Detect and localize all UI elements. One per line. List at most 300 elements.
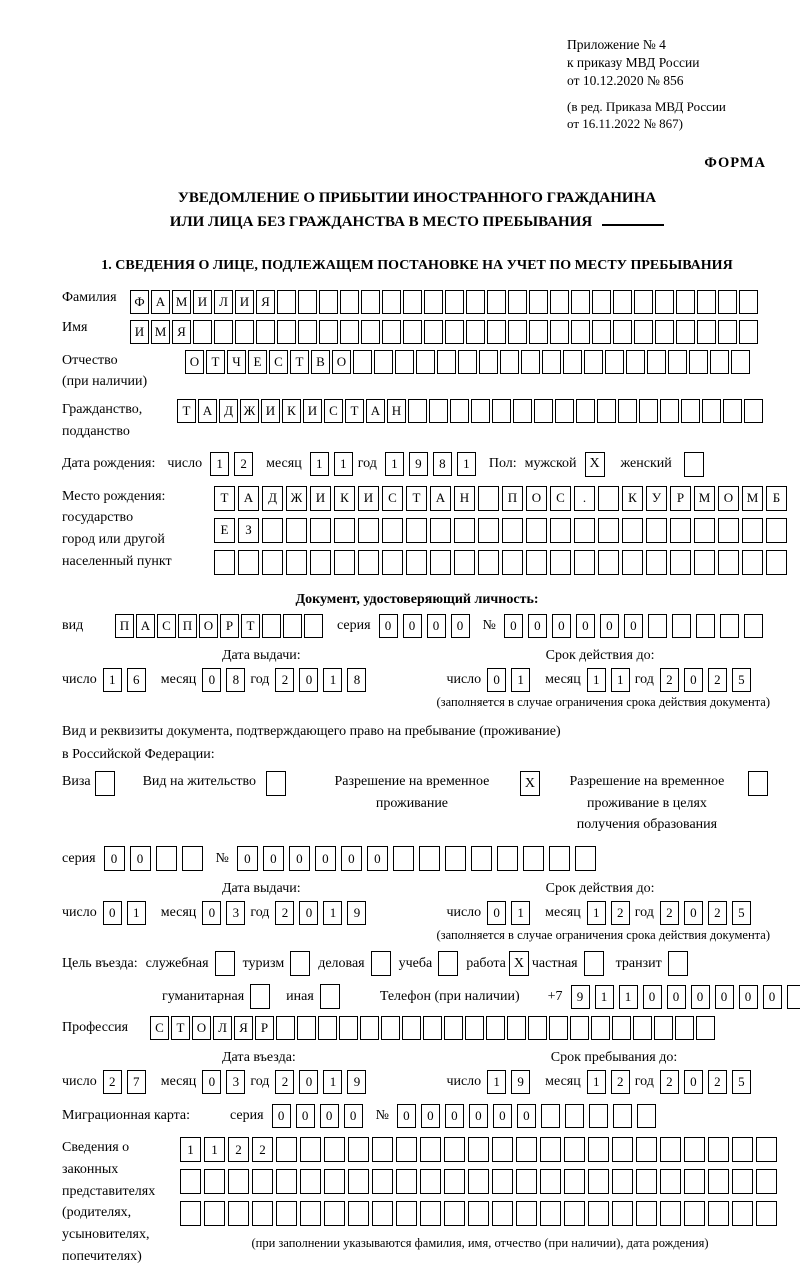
char-cell[interactable]: К	[622, 486, 643, 511]
char-cell[interactable]	[262, 614, 281, 638]
char-cell[interactable]	[214, 320, 233, 344]
char-cell[interactable]: 8	[433, 452, 452, 476]
char-cell[interactable]: 1	[587, 1070, 606, 1094]
char-cell[interactable]: 1	[457, 452, 476, 476]
char-cell[interactable]: 9	[347, 901, 366, 925]
char-cell[interactable]	[424, 320, 443, 344]
char-cell[interactable]: 2	[275, 668, 294, 692]
char-cell[interactable]: 1	[323, 1070, 342, 1094]
char-cell[interactable]	[406, 550, 427, 575]
char-cell[interactable]	[193, 320, 212, 344]
char-cell[interactable]: Т	[406, 486, 427, 511]
char-cell[interactable]	[204, 1169, 225, 1194]
char-cell[interactable]: 5	[732, 1070, 751, 1094]
char-cell[interactable]: Н	[454, 486, 475, 511]
char-cell[interactable]	[718, 550, 739, 575]
char-cell[interactable]	[277, 290, 296, 314]
char-cell[interactable]	[523, 846, 544, 871]
char-cell[interactable]: 1	[587, 668, 606, 692]
char-cell[interactable]: 0	[552, 614, 571, 638]
char-cell[interactable]: А	[198, 399, 217, 423]
char-cell[interactable]: 3	[226, 901, 245, 925]
char-cell[interactable]	[235, 320, 254, 344]
char-cell[interactable]	[423, 1016, 442, 1040]
char-cell[interactable]	[718, 320, 737, 344]
char-cell[interactable]: У	[646, 486, 667, 511]
char-cell[interactable]	[372, 1137, 393, 1162]
char-cell[interactable]	[465, 1016, 484, 1040]
char-cell[interactable]	[787, 985, 800, 1009]
char-cell[interactable]	[424, 290, 443, 314]
char-cell[interactable]	[492, 1201, 513, 1226]
char-cell[interactable]: С	[269, 350, 288, 374]
char-cell[interactable]	[324, 1169, 345, 1194]
char-cell[interactable]: 1	[204, 1137, 225, 1162]
char-cell[interactable]	[574, 518, 595, 543]
char-cell[interactable]	[372, 1201, 393, 1226]
char-cell[interactable]: В	[311, 350, 330, 374]
char-cell[interactable]: 1	[619, 985, 638, 1009]
char-cell[interactable]: 0	[528, 614, 547, 638]
char-cell[interactable]	[319, 320, 338, 344]
char-cell[interactable]	[634, 290, 653, 314]
char-cell[interactable]	[238, 550, 259, 575]
char-cell[interactable]	[466, 320, 485, 344]
char-cell[interactable]	[540, 1137, 561, 1162]
char-cell[interactable]: 0	[202, 668, 221, 692]
char-cell[interactable]	[283, 614, 302, 638]
char-cell[interactable]: М	[742, 486, 763, 511]
char-cell[interactable]	[478, 550, 499, 575]
char-cell[interactable]	[252, 1201, 273, 1226]
char-cell[interactable]	[334, 518, 355, 543]
char-cell[interactable]: 1	[210, 452, 229, 476]
char-cell[interactable]	[502, 518, 523, 543]
char-cell[interactable]: Я	[172, 320, 191, 344]
char-cell[interactable]	[708, 1169, 729, 1194]
char-cell[interactable]: Я	[234, 1016, 253, 1040]
char-cell[interactable]: И	[358, 486, 379, 511]
char-cell[interactable]: 0	[487, 901, 506, 925]
char-cell[interactable]	[381, 1016, 400, 1040]
temp-residence-edu-checkbox[interactable]	[748, 771, 768, 796]
char-cell[interactable]	[613, 320, 632, 344]
char-cell[interactable]: О	[526, 486, 547, 511]
char-cell[interactable]: 0	[299, 901, 318, 925]
char-cell[interactable]	[694, 550, 715, 575]
char-cell[interactable]	[634, 320, 653, 344]
char-cell[interactable]: 2	[275, 901, 294, 925]
char-cell[interactable]: 1	[611, 668, 630, 692]
char-cell[interactable]: 0	[202, 901, 221, 925]
char-cell[interactable]	[444, 1169, 465, 1194]
char-cell[interactable]	[598, 550, 619, 575]
char-cell[interactable]	[508, 320, 527, 344]
char-cell[interactable]: 8	[226, 668, 245, 692]
char-cell[interactable]: 2	[660, 1070, 679, 1094]
char-cell[interactable]: 0	[263, 846, 284, 871]
char-cell[interactable]: Т	[177, 399, 196, 423]
char-cell[interactable]: П	[502, 486, 523, 511]
char-cell[interactable]	[276, 1201, 297, 1226]
char-cell[interactable]: 0	[667, 985, 686, 1009]
char-cell[interactable]	[276, 1016, 295, 1040]
char-cell[interactable]	[334, 550, 355, 575]
char-cell[interactable]	[612, 1137, 633, 1162]
char-cell[interactable]: 1	[511, 901, 530, 925]
char-cell[interactable]	[708, 1201, 729, 1226]
char-cell[interactable]: С	[550, 486, 571, 511]
char-cell[interactable]: 0	[344, 1104, 363, 1128]
char-cell[interactable]: С	[382, 486, 403, 511]
char-cell[interactable]: 0	[643, 985, 662, 1009]
char-cell[interactable]	[555, 399, 574, 423]
char-cell[interactable]	[256, 320, 275, 344]
char-cell[interactable]	[672, 614, 691, 638]
char-cell[interactable]: З	[238, 518, 259, 543]
char-cell[interactable]	[252, 1169, 273, 1194]
char-cell[interactable]	[670, 550, 691, 575]
char-cell[interactable]	[528, 1016, 547, 1040]
char-cell[interactable]: М	[172, 290, 191, 314]
char-cell[interactable]: Б	[766, 486, 787, 511]
char-cell[interactable]: 0	[517, 1104, 536, 1128]
char-cell[interactable]	[419, 846, 440, 871]
char-cell[interactable]	[492, 1137, 513, 1162]
char-cell[interactable]	[696, 614, 715, 638]
char-cell[interactable]	[756, 1201, 777, 1226]
char-cell[interactable]: А	[151, 290, 170, 314]
char-cell[interactable]: 0	[684, 1070, 703, 1094]
char-cell[interactable]	[471, 846, 492, 871]
char-cell[interactable]	[445, 320, 464, 344]
char-cell[interactable]: Ж	[240, 399, 259, 423]
char-cell[interactable]: Я	[256, 290, 275, 314]
char-cell[interactable]: 0	[397, 1104, 416, 1128]
char-cell[interactable]: 1	[587, 901, 606, 925]
char-cell[interactable]	[516, 1169, 537, 1194]
char-cell[interactable]: 2	[660, 901, 679, 925]
char-cell[interactable]: А	[366, 399, 385, 423]
char-cell[interactable]: 6	[127, 668, 146, 692]
char-cell[interactable]	[684, 1137, 705, 1162]
char-cell[interactable]	[550, 550, 571, 575]
char-cell[interactable]	[563, 350, 582, 374]
char-cell[interactable]: 2	[708, 901, 727, 925]
char-cell[interactable]: 0	[684, 901, 703, 925]
char-cell[interactable]: И	[310, 486, 331, 511]
char-cell[interactable]: Л	[214, 290, 233, 314]
char-cell[interactable]	[670, 518, 691, 543]
char-cell[interactable]	[646, 550, 667, 575]
char-cell[interactable]	[550, 518, 571, 543]
char-cell[interactable]: Ч	[227, 350, 246, 374]
char-cell[interactable]	[396, 1137, 417, 1162]
char-cell[interactable]: 0	[504, 614, 523, 638]
char-cell[interactable]: 0	[421, 1104, 440, 1128]
char-cell[interactable]	[360, 1016, 379, 1040]
char-cell[interactable]	[374, 350, 393, 374]
char-cell[interactable]	[648, 614, 667, 638]
char-cell[interactable]	[300, 1137, 321, 1162]
char-cell[interactable]	[622, 550, 643, 575]
char-cell[interactable]	[570, 1016, 589, 1040]
char-cell[interactable]	[720, 614, 739, 638]
char-cell[interactable]: 0	[272, 1104, 291, 1128]
char-cell[interactable]: 2	[275, 1070, 294, 1094]
char-cell[interactable]	[479, 350, 498, 374]
char-cell[interactable]	[697, 320, 716, 344]
char-cell[interactable]	[550, 290, 569, 314]
char-cell[interactable]	[592, 320, 611, 344]
char-cell[interactable]	[420, 1169, 441, 1194]
char-cell[interactable]	[393, 846, 414, 871]
char-cell[interactable]: Л	[213, 1016, 232, 1040]
char-cell[interactable]: Т	[214, 486, 235, 511]
char-cell[interactable]	[361, 320, 380, 344]
char-cell[interactable]: 1	[127, 901, 146, 925]
char-cell[interactable]: 9	[571, 985, 590, 1009]
char-cell[interactable]	[180, 1201, 201, 1226]
char-cell[interactable]: О	[199, 614, 218, 638]
char-cell[interactable]: 7	[127, 1070, 146, 1094]
char-cell[interactable]	[612, 1201, 633, 1226]
char-cell[interactable]	[487, 320, 506, 344]
char-cell[interactable]: 2	[234, 452, 253, 476]
char-cell[interactable]: .	[574, 486, 595, 511]
char-cell[interactable]	[468, 1201, 489, 1226]
char-cell[interactable]	[348, 1169, 369, 1194]
char-cell[interactable]	[612, 1169, 633, 1194]
char-cell[interactable]	[420, 1137, 441, 1162]
char-cell[interactable]	[564, 1201, 585, 1226]
char-cell[interactable]	[420, 1201, 441, 1226]
char-cell[interactable]: 0	[237, 846, 258, 871]
char-cell[interactable]	[739, 320, 758, 344]
char-cell[interactable]	[589, 1104, 608, 1128]
char-cell[interactable]	[529, 290, 548, 314]
char-cell[interactable]: 0	[341, 846, 362, 871]
purpose-private-checkbox[interactable]	[584, 951, 604, 976]
char-cell[interactable]	[697, 290, 716, 314]
purpose-business-checkbox[interactable]	[371, 951, 391, 976]
char-cell[interactable]	[696, 1016, 715, 1040]
char-cell[interactable]	[550, 320, 569, 344]
purpose-humanitarian-checkbox[interactable]	[250, 984, 270, 1009]
char-cell[interactable]	[636, 1137, 657, 1162]
char-cell[interactable]: 0	[379, 614, 398, 638]
char-cell[interactable]: 2	[611, 901, 630, 925]
char-cell[interactable]: 1	[511, 668, 530, 692]
char-cell[interactable]	[430, 518, 451, 543]
char-cell[interactable]	[297, 1016, 316, 1040]
char-cell[interactable]: К	[334, 486, 355, 511]
char-cell[interactable]	[298, 320, 317, 344]
char-cell[interactable]	[437, 350, 456, 374]
char-cell[interactable]	[526, 518, 547, 543]
char-cell[interactable]: Т	[241, 614, 260, 638]
char-cell[interactable]	[534, 399, 553, 423]
char-cell[interactable]	[541, 1104, 560, 1128]
char-cell[interactable]	[675, 1016, 694, 1040]
char-cell[interactable]: И	[235, 290, 254, 314]
purpose-work-checkbox[interactable]: X	[509, 951, 529, 976]
char-cell[interactable]	[339, 1016, 358, 1040]
char-cell[interactable]	[718, 518, 739, 543]
char-cell[interactable]	[684, 1201, 705, 1226]
char-cell[interactable]	[710, 350, 729, 374]
char-cell[interactable]: М	[151, 320, 170, 344]
char-cell[interactable]	[756, 1137, 777, 1162]
char-cell[interactable]	[214, 550, 235, 575]
char-cell[interactable]: 0	[202, 1070, 221, 1094]
char-cell[interactable]	[732, 1201, 753, 1226]
char-cell[interactable]	[262, 550, 283, 575]
sex-female-checkbox[interactable]	[684, 452, 704, 477]
char-cell[interactable]	[598, 486, 619, 511]
char-cell[interactable]: Ф	[130, 290, 149, 314]
char-cell[interactable]	[395, 350, 414, 374]
char-cell[interactable]	[340, 290, 359, 314]
char-cell[interactable]	[731, 350, 750, 374]
char-cell[interactable]: О	[332, 350, 351, 374]
char-cell[interactable]	[304, 614, 323, 638]
char-cell[interactable]	[382, 320, 401, 344]
char-cell[interactable]	[478, 518, 499, 543]
char-cell[interactable]	[204, 1201, 225, 1226]
char-cell[interactable]	[487, 290, 506, 314]
char-cell[interactable]	[353, 350, 372, 374]
char-cell[interactable]: 0	[487, 668, 506, 692]
char-cell[interactable]	[492, 1169, 513, 1194]
char-cell[interactable]	[549, 1016, 568, 1040]
purpose-study-checkbox[interactable]	[438, 951, 458, 976]
char-cell[interactable]	[718, 290, 737, 314]
char-cell[interactable]: 0	[320, 1104, 339, 1128]
char-cell[interactable]	[549, 846, 570, 871]
char-cell[interactable]: И	[303, 399, 322, 423]
char-cell[interactable]: 0	[600, 614, 619, 638]
char-cell[interactable]	[660, 1169, 681, 1194]
char-cell[interactable]	[618, 399, 637, 423]
char-cell[interactable]	[276, 1137, 297, 1162]
char-cell[interactable]	[516, 1137, 537, 1162]
char-cell[interactable]	[708, 1137, 729, 1162]
char-cell[interactable]: Е	[214, 518, 235, 543]
char-cell[interactable]: 1	[385, 452, 404, 476]
char-cell[interactable]	[660, 1137, 681, 1162]
char-cell[interactable]	[597, 399, 616, 423]
char-cell[interactable]	[647, 350, 666, 374]
char-cell[interactable]	[742, 550, 763, 575]
char-cell[interactable]	[540, 1201, 561, 1226]
char-cell[interactable]: Т	[206, 350, 225, 374]
char-cell[interactable]: О	[185, 350, 204, 374]
char-cell[interactable]: Т	[290, 350, 309, 374]
char-cell[interactable]	[471, 399, 490, 423]
char-cell[interactable]	[358, 550, 379, 575]
char-cell[interactable]	[286, 550, 307, 575]
char-cell[interactable]: С	[150, 1016, 169, 1040]
char-cell[interactable]	[744, 614, 763, 638]
char-cell[interactable]: 3	[226, 1070, 245, 1094]
char-cell[interactable]	[492, 399, 511, 423]
char-cell[interactable]: 0	[427, 614, 446, 638]
char-cell[interactable]: П	[178, 614, 197, 638]
char-cell[interactable]: А	[136, 614, 155, 638]
char-cell[interactable]	[478, 486, 499, 511]
char-cell[interactable]	[592, 290, 611, 314]
char-cell[interactable]	[286, 518, 307, 543]
char-cell[interactable]	[564, 1169, 585, 1194]
char-cell[interactable]	[613, 290, 632, 314]
char-cell[interactable]: Р	[670, 486, 691, 511]
char-cell[interactable]: Р	[255, 1016, 274, 1040]
char-cell[interactable]	[584, 350, 603, 374]
char-cell[interactable]	[626, 350, 645, 374]
char-cell[interactable]	[402, 1016, 421, 1040]
char-cell[interactable]	[396, 1201, 417, 1226]
char-cell[interactable]: 9	[409, 452, 428, 476]
char-cell[interactable]	[444, 1137, 465, 1162]
char-cell[interactable]	[575, 846, 596, 871]
char-cell[interactable]	[598, 518, 619, 543]
char-cell[interactable]: 9	[347, 1070, 366, 1094]
char-cell[interactable]: 0	[315, 846, 336, 871]
char-cell[interactable]: О	[192, 1016, 211, 1040]
char-cell[interactable]	[324, 1201, 345, 1226]
char-cell[interactable]	[416, 350, 435, 374]
char-cell[interactable]: 0	[299, 668, 318, 692]
char-cell[interactable]: 1	[487, 1070, 506, 1094]
char-cell[interactable]: 2	[611, 1070, 630, 1094]
char-cell[interactable]: 1	[103, 668, 122, 692]
char-cell[interactable]: 8	[347, 668, 366, 692]
char-cell[interactable]: И	[130, 320, 149, 344]
char-cell[interactable]	[637, 1104, 656, 1128]
char-cell[interactable]	[298, 290, 317, 314]
char-cell[interactable]	[684, 1169, 705, 1194]
char-cell[interactable]	[430, 550, 451, 575]
purpose-transit-checkbox[interactable]	[668, 951, 688, 976]
char-cell[interactable]	[156, 846, 177, 871]
char-cell[interactable]	[228, 1201, 249, 1226]
char-cell[interactable]	[571, 320, 590, 344]
purpose-official-checkbox[interactable]	[215, 951, 235, 976]
char-cell[interactable]: Ж	[286, 486, 307, 511]
char-cell[interactable]: 0	[299, 1070, 318, 1094]
char-cell[interactable]	[571, 290, 590, 314]
char-cell[interactable]	[508, 290, 527, 314]
char-cell[interactable]	[622, 518, 643, 543]
char-cell[interactable]	[408, 399, 427, 423]
char-cell[interactable]	[486, 1016, 505, 1040]
char-cell[interactable]: 0	[130, 846, 151, 871]
char-cell[interactable]	[612, 1016, 631, 1040]
char-cell[interactable]: 0	[289, 846, 310, 871]
char-cell[interactable]	[276, 1169, 297, 1194]
char-cell[interactable]	[613, 1104, 632, 1128]
char-cell[interactable]	[588, 1201, 609, 1226]
char-cell[interactable]: 0	[576, 614, 595, 638]
char-cell[interactable]	[403, 320, 422, 344]
char-cell[interactable]	[507, 1016, 526, 1040]
char-cell[interactable]	[676, 290, 695, 314]
char-cell[interactable]	[756, 1169, 777, 1194]
char-cell[interactable]	[732, 1137, 753, 1162]
char-cell[interactable]	[660, 1201, 681, 1226]
char-cell[interactable]	[668, 350, 687, 374]
